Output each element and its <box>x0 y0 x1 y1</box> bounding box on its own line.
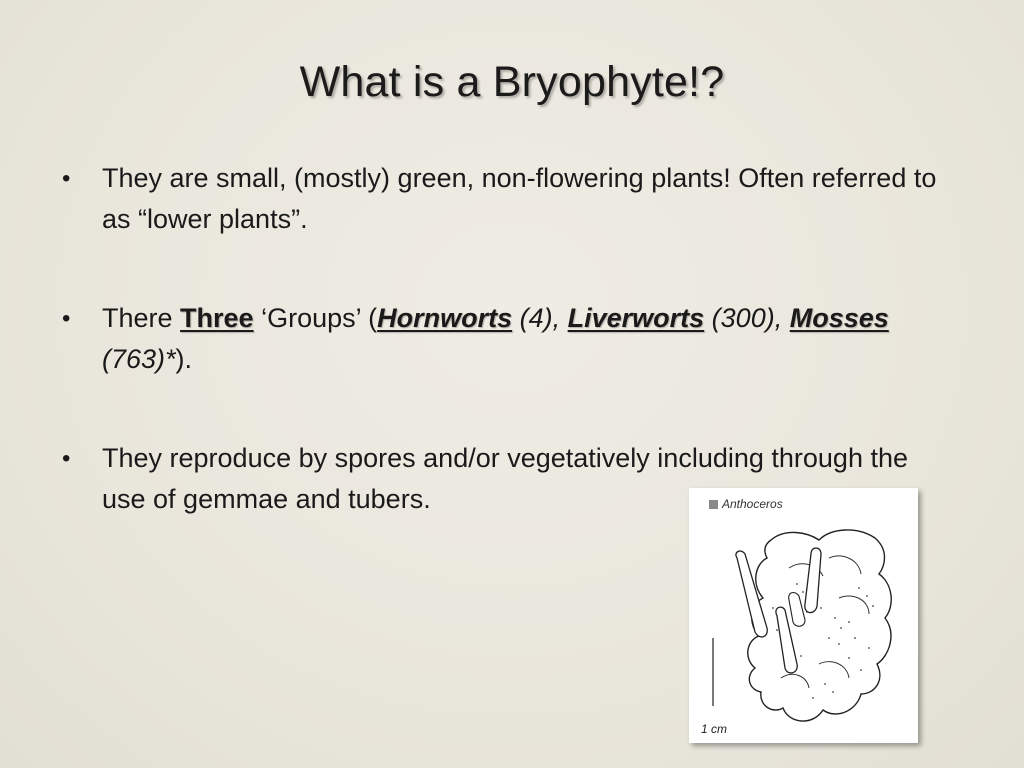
bullet-text-end: ). <box>175 344 193 374</box>
bullet-symbol: • <box>62 165 71 192</box>
bullet-item-2 <box>62 298 942 380</box>
caption-text: Anthoceros <box>722 497 783 511</box>
groups-text: ‘Groups’ ( <box>253 303 378 333</box>
hornwort-drawing <box>689 488 918 743</box>
sporophyte-horn <box>805 548 821 613</box>
hornworts-count: (4), <box>512 303 568 333</box>
bullet-item-1 <box>62 158 942 240</box>
sporophyte-horn <box>736 551 767 637</box>
liverworts-count: (300), <box>704 303 790 333</box>
bullet-text: They are small, (mostly) green, non-flowering plants! Often referred to as “lower plants”. <box>102 163 937 234</box>
mosses-count: (763)* <box>102 344 176 374</box>
anthoceros-illustration <box>689 488 918 743</box>
liverworts-term: Liverworts <box>567 303 705 333</box>
bullet-text: They reproduce by spores and/or vegetatively including through the use of gemmae and tubers. <box>102 443 908 514</box>
sporophyte-horn <box>789 593 805 627</box>
scale-label: 1 cm <box>701 722 728 736</box>
bullet-symbol: • <box>62 445 71 472</box>
three-emphasis: Three <box>180 303 254 333</box>
hornworts-term: Hornworts <box>377 303 513 333</box>
bullet-symbol: • <box>62 305 71 332</box>
mosses-term: Mosses <box>789 303 889 333</box>
bullet-text-start: There <box>102 303 181 333</box>
slide-title: What is a Bryophyte!? <box>299 58 725 106</box>
